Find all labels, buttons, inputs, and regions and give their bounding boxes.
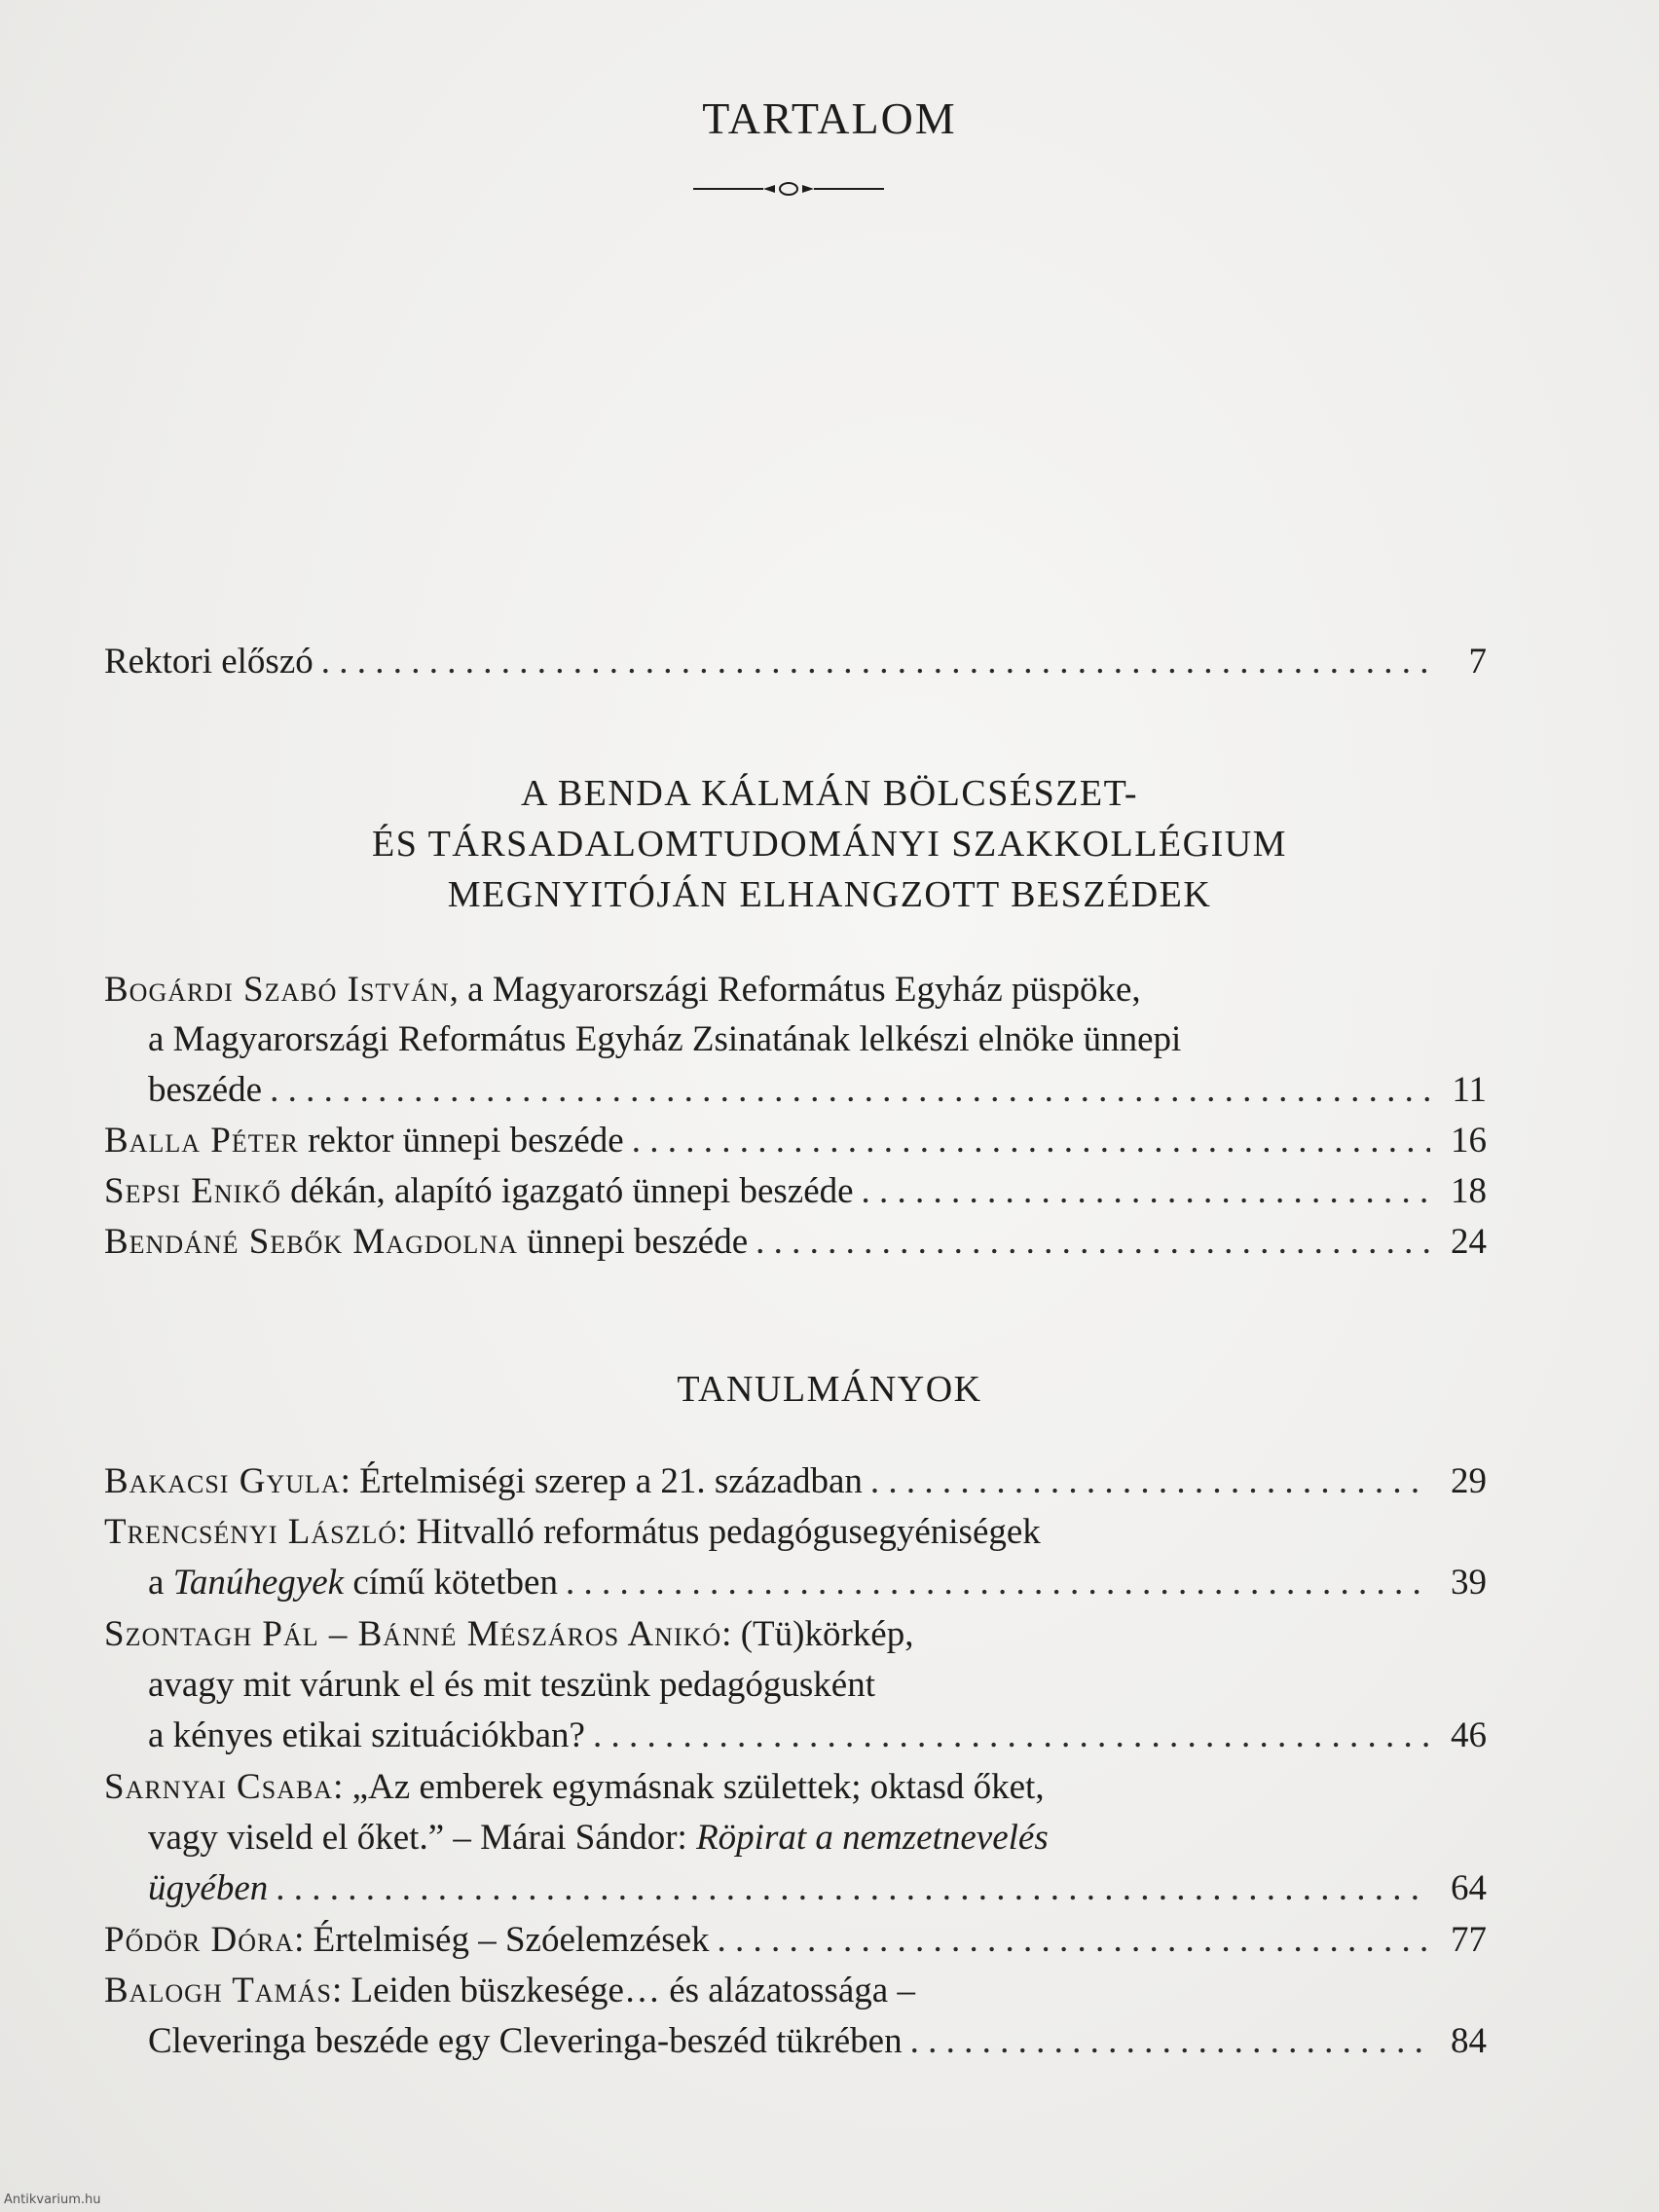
toc-entry-line (104, 1117, 1487, 1165)
author-name: Sarnyai Csaba (104, 1767, 334, 1807)
author-name: Szontagh Pál – Bánné Mészáros Anikó (104, 1614, 722, 1654)
page-number: 64 (1451, 1868, 1487, 1908)
toc-entry-line (148, 1015, 1487, 1064)
toc-entry-line (148, 1661, 1487, 1710)
section-heading-line: A BENDA KÁLMÁN BÖLCSÉSZET- (520, 773, 1139, 814)
ornament-divider (693, 177, 884, 201)
author-name: Bendáné Sebők Magdolna (104, 1222, 518, 1262)
watermark: Antikvarium.hu (4, 2193, 101, 2207)
toc-entry-line (148, 1559, 1487, 1607)
dot-leader (566, 1559, 1430, 1607)
page-number: 77 (1451, 1920, 1487, 1960)
entry-title: avagy mit várunk el és mit teszünk pedagógusként (148, 1665, 876, 1705)
toc-entry-line (148, 1712, 1487, 1760)
book-title: ügyében (148, 1868, 269, 1908)
dot-leader (593, 1712, 1430, 1760)
page-number: 11 (1452, 1070, 1487, 1110)
toc-entry-line (148, 1814, 1487, 1862)
page-number: 39 (1451, 1563, 1487, 1603)
entry-title: a (148, 1563, 173, 1603)
entry-title: a Magyarországi Református Egyház Zsinatának lelkészi elnöke ünnepi (148, 1019, 1182, 1059)
toc-entry-line (104, 1763, 1487, 1812)
toc-entry-line (148, 1864, 1487, 1913)
dot-leader (321, 638, 1430, 686)
entry-title: : Értelmiség – Szóelemzések (294, 1920, 710, 1960)
toc-entry-line (104, 1167, 1487, 1216)
entry-title: : Hitvalló református pedagógusegyéniségek (397, 1512, 1041, 1552)
toc-entry-line (104, 1967, 1487, 2015)
dot-leader (910, 2017, 1430, 2066)
page-number: 46 (1451, 1715, 1487, 1755)
page-number: 24 (1451, 1222, 1487, 1262)
entry-title: rektor ünnepi beszéde (298, 1121, 624, 1161)
entry-title: vagy viseld el őket.” – Márai Sándor: (148, 1818, 697, 1858)
author-name: Balogh Tamás (104, 1971, 332, 2010)
author-name: Bogárdi Szabó István (104, 970, 450, 1010)
dot-leader (756, 1218, 1430, 1267)
entry-title: a kényes etikai szituációkban? (148, 1715, 585, 1755)
entry-title: : Leiden büszkesége… és alázatossága – (331, 1971, 915, 2010)
entry-title: Rektori előszó (104, 642, 313, 682)
page-number: 7 (1468, 642, 1487, 682)
entry-title: beszéde (148, 1070, 263, 1110)
toc-entry-line (104, 1218, 1487, 1267)
entry-title: ünnepi beszéde (517, 1222, 749, 1262)
author-name: Sepsi Enikő (104, 1171, 281, 1211)
page-number: 29 (1451, 1461, 1487, 1501)
toc-entry-line (104, 1916, 1487, 1965)
dot-leader (270, 1066, 1430, 1115)
page-number: 18 (1451, 1171, 1487, 1211)
page-number: 84 (1451, 2021, 1487, 2061)
author-name: Balla Péter (104, 1121, 299, 1161)
entry-title: , a Magyarországi Református Egyház püspöke, (449, 970, 1141, 1010)
entry-title: : Értelmiségi szerep a 21. században (340, 1461, 863, 1501)
section-heading: TANULMÁNYOK (677, 1369, 982, 1410)
dot-leader (870, 1457, 1430, 1506)
dot-leader (862, 1167, 1430, 1216)
section-heading-line: MEGNYITÓJÁN ELHANGZOTT BESZÉDEK (447, 874, 1212, 915)
toc-entry-line (104, 1508, 1487, 1557)
toc-entry-line (104, 1457, 1487, 1506)
entry-title: Cleveringa beszéde egy Cleveringa-beszéd tükrében (148, 2021, 903, 2061)
toc-entry-line (104, 966, 1487, 1014)
entry-title: : „Az emberek egymásnak születtek; oktasd őket, (333, 1767, 1045, 1807)
toc-entry-line (148, 2017, 1487, 2066)
entry-title: dékán, alapító igazgató ünnepi beszéde (280, 1171, 854, 1211)
author-name: Pődör Dóra (104, 1920, 295, 1960)
dot-leader (718, 1916, 1430, 1965)
toc-entry-rektori-eloszo (104, 638, 1487, 686)
entry-title: : (Tü)körkép, (721, 1614, 914, 1654)
author-name: Trencsényi László (104, 1512, 398, 1552)
page-number: 16 (1451, 1121, 1487, 1161)
toc-entry-line (104, 1610, 1487, 1659)
toc-entry-line (148, 1066, 1487, 1115)
entry-title: című kötetben (344, 1563, 558, 1603)
dot-leader (276, 1864, 1430, 1913)
author-name: Bakacsi Gyula (104, 1461, 341, 1501)
page-title: TARTALOM (702, 93, 957, 143)
book-title: Tanúhegyek (172, 1563, 345, 1603)
section-heading-line: ÉS TÁRSADALOMTUDOMÁNYI SZAKKOLLÉGIUM (372, 824, 1287, 865)
book-title: Röpirat a nemzetnevelés (696, 1818, 1049, 1858)
dot-leader (632, 1117, 1430, 1165)
